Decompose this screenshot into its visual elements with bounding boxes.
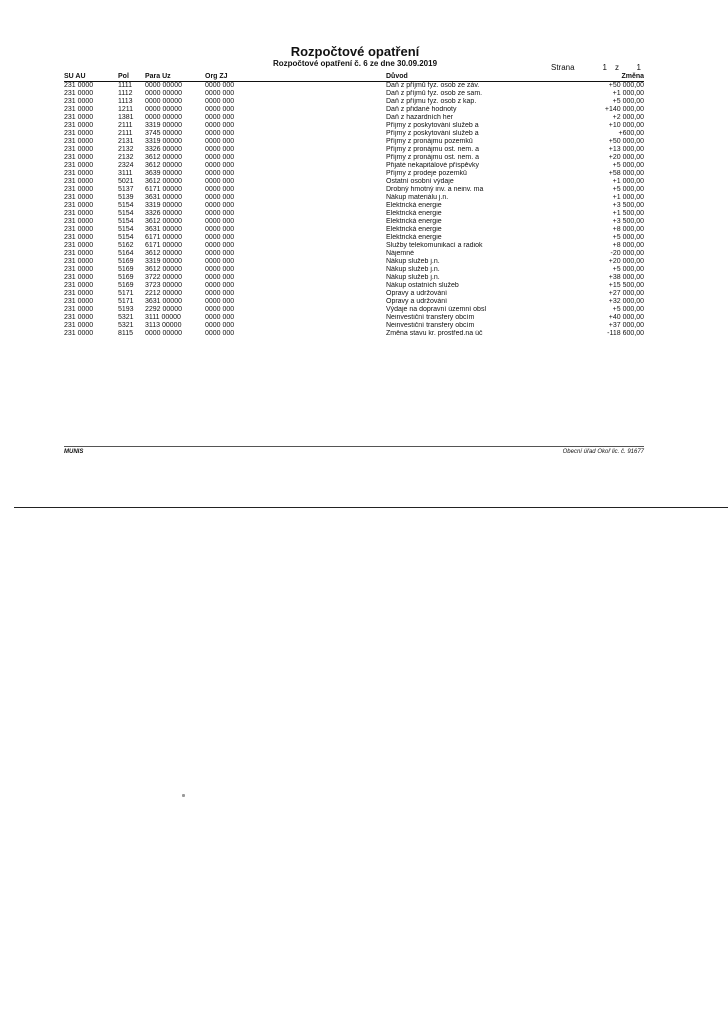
cell-zmena: +5 000,00 [612, 162, 644, 169]
cell-para-uz: 3319 00000 [145, 122, 182, 129]
cell-zmena: +58 000,00 [608, 170, 644, 177]
cell-org-zj: 0000 000 [205, 98, 235, 105]
cell-para-uz: 0000 00000 [145, 114, 182, 121]
table-row [64, 138, 644, 146]
cell-zmena: +1 000,00 [612, 194, 644, 201]
cell-zmena: +15 500,00 [608, 282, 644, 289]
cell-duvod: Daň z příjmů fyz. osob ze sam. [386, 90, 483, 97]
cell-pol: 2111 [118, 122, 133, 129]
col-header-zmena: Změna [621, 72, 644, 80]
cell-para-uz: 6171 00000 [145, 186, 182, 193]
cell-su-au: 231 0000 [64, 218, 94, 225]
cell-para-uz: 0000 00000 [145, 82, 182, 89]
cell-duvod: Příjmy z prodeje pozemků [386, 170, 467, 177]
cell-su-au: 231 0000 [64, 314, 94, 321]
cell-pol: 5321 [118, 322, 134, 329]
cell-zmena: +38 000,00 [608, 274, 644, 281]
budget-table-header [64, 72, 644, 82]
cell-duvod: Neinvestiční transfery obcím [386, 322, 475, 329]
cell-duvod: Nákup materiálu j.n. [386, 194, 449, 201]
table-row [64, 82, 644, 91]
cell-su-au: 231 0000 [64, 290, 94, 297]
cell-pol: 5164 [118, 250, 134, 257]
cell-para-uz: 3111 00000 [145, 314, 181, 321]
cell-su-au: 231 0000 [64, 146, 94, 153]
cell-para-uz: 3723 00000 [145, 282, 182, 289]
cell-org-zj: 0000 000 [205, 106, 235, 113]
cell-pol: 1211 [118, 106, 134, 113]
cell-org-zj: 0000 000 [205, 274, 235, 281]
cell-pol: 5169 [118, 282, 134, 289]
cell-su-au: 231 0000 [64, 210, 94, 217]
cell-org-zj: 0000 000 [205, 82, 235, 89]
cell-para-uz: 3612 00000 [145, 250, 182, 257]
cell-org-zj: 0000 000 [205, 322, 235, 329]
cell-para-uz: 3326 00000 [145, 146, 182, 153]
cell-su-au: 231 0000 [64, 258, 94, 265]
cell-zmena: -118 600,00 [607, 330, 644, 337]
cell-zmena: +600,00 [618, 130, 644, 137]
cell-zmena: +5 000,00 [612, 98, 644, 105]
table-row [64, 282, 644, 290]
cell-duvod: Daň z přidané hodnoty [386, 106, 457, 113]
cell-duvod: Opravy a udržování [386, 298, 448, 305]
cell-duvod: Daň z příjmů fyz. osob ze záv. [386, 82, 480, 89]
cell-org-zj: 0000 000 [205, 234, 235, 241]
cell-pol: 5193 [118, 306, 134, 313]
cell-pol: 2132 [118, 154, 134, 161]
cell-duvod: Výdaje na dopravní územní obsl [386, 306, 487, 313]
cell-org-zj: 0000 000 [205, 170, 235, 177]
cell-duvod: Nájemné [386, 250, 415, 257]
cell-para-uz: 2292 00000 [145, 306, 182, 313]
cell-duvod: Příjmy z poskytování služeb a [386, 130, 479, 137]
cell-para-uz: 0000 00000 [145, 330, 182, 337]
cell-su-au: 231 0000 [64, 226, 94, 233]
budget-table [64, 72, 644, 338]
table-row [64, 226, 644, 234]
cell-para-uz: 3113 00000 [145, 322, 182, 329]
page-total: 1 [636, 63, 641, 72]
cell-org-zj: 0000 000 [205, 90, 235, 97]
table-row [64, 162, 644, 170]
cell-duvod: Elektrická energie [386, 226, 442, 233]
table-row [64, 234, 644, 242]
cell-zmena: +20 000,00 [608, 154, 644, 161]
table-row [64, 274, 644, 282]
page-indicator [551, 63, 641, 72]
table-row [64, 202, 644, 210]
cell-zmena: +1 000,00 [612, 178, 644, 185]
cell-org-zj: 0000 000 [205, 258, 235, 265]
cell-duvod: Nákup služeb j.n. [386, 274, 440, 281]
cell-su-au: 231 0000 [64, 162, 94, 169]
cell-pol: 5162 [118, 242, 134, 249]
cell-su-au: 231 0000 [64, 178, 94, 185]
cell-pol: 5171 [118, 298, 134, 305]
cell-zmena: +140 000,00 [604, 106, 644, 113]
cell-para-uz: 0000 00000 [145, 98, 182, 105]
cell-org-zj: 0000 000 [205, 178, 235, 185]
cell-su-au: 231 0000 [64, 98, 94, 105]
table-row [64, 298, 644, 306]
cell-org-zj: 0000 000 [205, 266, 235, 273]
cell-su-au: 231 0000 [64, 82, 94, 89]
cell-zmena: +3 500,00 [612, 218, 644, 225]
cell-pol: 5171 [118, 290, 134, 297]
cell-duvod: Elektrická energie [386, 218, 442, 225]
cell-pol: 2111 [118, 130, 133, 137]
cell-zmena: +8 000,00 [612, 242, 644, 249]
cell-su-au: 231 0000 [64, 114, 94, 121]
table-row [64, 322, 644, 330]
cell-para-uz: 3612 00000 [145, 162, 182, 169]
header-row [64, 72, 644, 82]
cell-zmena: +32 000,00 [608, 298, 644, 305]
footer-software-name: MUNIS [64, 449, 84, 455]
cell-duvod: Příjmy z pronájmu ost. nem. a [386, 154, 479, 161]
cell-para-uz: 0000 00000 [145, 90, 182, 97]
table-row [64, 242, 644, 250]
table-row [64, 218, 644, 226]
table-row [64, 306, 644, 314]
cell-zmena: +8 000,00 [612, 226, 644, 233]
table-row [64, 290, 644, 298]
cell-para-uz: 3612 00000 [145, 178, 182, 185]
cell-org-zj: 0000 000 [205, 290, 235, 297]
cell-su-au: 231 0000 [64, 138, 94, 145]
cell-org-zj: 0000 000 [205, 114, 235, 121]
cell-para-uz: 3745 00000 [145, 130, 182, 137]
cell-para-uz: 2212 00000 [145, 290, 182, 297]
cell-su-au: 231 0000 [64, 250, 94, 257]
col-header-duvod: Důvod [386, 72, 408, 80]
cell-org-zj: 0000 000 [205, 298, 235, 305]
cell-org-zj: 0000 000 [205, 202, 235, 209]
cell-pol: 1112 [118, 90, 133, 97]
footer-rule [64, 446, 644, 447]
cell-zmena: +10 000,00 [608, 122, 644, 129]
cell-pol: 2324 [118, 162, 134, 169]
cell-org-zj: 0000 000 [205, 226, 235, 233]
table-row [64, 266, 644, 274]
cell-duvod: Elektrická energie [386, 202, 442, 209]
cell-para-uz: 3631 00000 [145, 194, 182, 201]
cell-duvod: Nákup služeb j.n. [386, 266, 440, 273]
cell-para-uz: 0000 00000 [145, 106, 182, 113]
cell-zmena: -20 000,00 [610, 250, 644, 257]
cell-su-au: 231 0000 [64, 282, 94, 289]
cell-zmena: +1 000,00 [612, 90, 644, 97]
cell-para-uz: 3326 00000 [145, 210, 182, 217]
cell-zmena: +20 000,00 [608, 258, 644, 265]
cell-zmena: +5 000,00 [612, 266, 644, 273]
cell-zmena: +40 000,00 [608, 314, 644, 321]
cell-pol: 5154 [118, 202, 134, 209]
cell-para-uz: 3319 00000 [145, 138, 182, 145]
cell-para-uz: 3319 00000 [145, 202, 182, 209]
cell-duvod: Příjmy z pronájmu pozemků [386, 138, 473, 145]
cell-su-au: 231 0000 [64, 322, 94, 329]
col-header-su-au: SU AU [64, 72, 86, 80]
cell-duvod: Daň z příjmu fyz. osob z kap. [386, 98, 477, 105]
cell-su-au: 231 0000 [64, 90, 94, 97]
table-row [64, 330, 644, 338]
cell-zmena: +5 000,00 [612, 186, 644, 193]
cell-zmena: +37 000,00 [608, 322, 644, 329]
cell-duvod: Nákup služeb j.n. [386, 258, 440, 265]
cell-su-au: 231 0000 [64, 306, 94, 313]
cell-pol: 5321 [118, 314, 134, 321]
cell-pol: 5154 [118, 210, 134, 217]
table-row [64, 154, 644, 162]
cell-su-au: 231 0000 [64, 194, 94, 201]
col-header-pol: Pol [118, 72, 129, 80]
cell-su-au: 231 0000 [64, 202, 94, 209]
cell-pol: 5021 [118, 178, 134, 185]
table-row [64, 170, 644, 178]
cell-org-zj: 0000 000 [205, 162, 235, 169]
cell-su-au: 231 0000 [64, 186, 94, 193]
cell-duvod: Služby telekomunikací a radiok [386, 242, 483, 249]
cell-pol: 1381 [118, 114, 134, 121]
table-row [64, 186, 644, 194]
cell-duvod: Příjmy z poskytování služeb a [386, 122, 479, 129]
cell-su-au: 231 0000 [64, 154, 94, 161]
cell-org-zj: 0000 000 [205, 218, 235, 225]
table-row [64, 314, 644, 322]
cell-duvod: Nákup ostatních služeb [386, 282, 459, 289]
cell-duvod: Ostatní osobní výdaje [386, 178, 454, 185]
cell-zmena: +50 000,00 [608, 138, 644, 145]
cell-su-au: 231 0000 [64, 298, 94, 305]
cell-pol: 5154 [118, 226, 134, 233]
cell-su-au: 231 0000 [64, 274, 94, 281]
cell-pol: 5169 [118, 274, 134, 281]
cell-pol: 2132 [118, 146, 134, 153]
table-row [64, 258, 644, 266]
cell-zmena: +5 000,00 [612, 234, 644, 241]
table-row [64, 98, 644, 106]
cell-para-uz: 6171 00000 [145, 242, 182, 249]
cell-duvod: Opravy a udržování [386, 290, 448, 297]
table-row [64, 250, 644, 258]
document-title: Rozpočtové opatření [290, 44, 420, 59]
budget-table-body [64, 82, 644, 339]
col-header-org-zj: Org ZJ [205, 72, 228, 80]
footer-licence: Obecní úřad Okoř lic. č. 91677 [562, 449, 644, 455]
table-row [64, 90, 644, 98]
cell-pol: 3111 [118, 170, 133, 177]
cell-org-zj: 0000 000 [205, 330, 235, 337]
cell-zmena: +1 500,00 [612, 210, 644, 217]
cell-duvod: Daň z hazardních her [386, 114, 453, 121]
table-row [64, 114, 644, 122]
cell-zmena: +3 500,00 [612, 202, 644, 209]
cell-zmena: +27 000,00 [608, 290, 644, 297]
cell-zmena: +13 000,00 [608, 146, 644, 153]
cell-pol: 1113 [118, 98, 133, 105]
page-number: 1 [602, 63, 607, 72]
cell-para-uz: 3319 00000 [145, 258, 182, 265]
cell-pol: 1111 [118, 82, 133, 89]
cell-duvod: Elektrická energie [386, 210, 442, 217]
cell-pol: 5139 [118, 194, 134, 201]
cell-duvod: Přijaté nekapitálové příspěvky [386, 162, 479, 169]
table-row [64, 130, 644, 138]
cell-pol: 5154 [118, 234, 134, 241]
cell-zmena: +2 000,00 [612, 114, 644, 121]
col-header-para-uz: Para Uz [145, 72, 171, 80]
table-row [64, 106, 644, 114]
cell-su-au: 231 0000 [64, 242, 94, 249]
cell-su-au: 231 0000 [64, 122, 94, 129]
page-divider [14, 507, 728, 508]
cell-org-zj: 0000 000 [205, 242, 235, 249]
cell-pol: 5154 [118, 218, 134, 225]
cell-su-au: 231 0000 [64, 234, 94, 241]
table-row [64, 146, 644, 154]
cell-org-zj: 0000 000 [205, 194, 235, 201]
cell-para-uz: 6171 00000 [145, 234, 182, 241]
cell-su-au: 231 0000 [64, 266, 94, 273]
cell-duvod: Drobný hmotný inv. a neinv. ma [386, 186, 484, 193]
cell-org-zj: 0000 000 [205, 210, 235, 217]
cell-pol: 2131 [118, 138, 134, 145]
cell-su-au: 231 0000 [64, 130, 94, 137]
cell-para-uz: 3639 00000 [145, 170, 182, 177]
cell-pol: 5169 [118, 258, 134, 265]
cell-org-zj: 0000 000 [205, 306, 235, 313]
table-row [64, 122, 644, 130]
cell-zmena: +5 000,00 [612, 306, 644, 313]
cell-duvod: Příjmy z pronájmu ost. nem. a [386, 146, 479, 153]
table-row [64, 194, 644, 202]
cell-org-zj: 0000 000 [205, 250, 235, 257]
cell-org-zj: 0000 000 [205, 282, 235, 289]
cell-su-au: 231 0000 [64, 106, 94, 113]
cell-org-zj: 0000 000 [205, 146, 235, 153]
cell-para-uz: 3631 00000 [145, 226, 182, 233]
cell-org-zj: 0000 000 [205, 122, 235, 129]
cell-zmena: +50 000,00 [608, 82, 644, 89]
cell-duvod: Elektrická energie [386, 234, 442, 241]
cell-org-zj: 0000 000 [205, 130, 235, 137]
page-label: Strana [551, 63, 575, 72]
document-subtitle: Rozpočtové opatření č. 6 ze dne 30.09.2019 [272, 59, 438, 68]
scan-speck [182, 794, 185, 797]
cell-org-zj: 0000 000 [205, 186, 235, 193]
cell-org-zj: 0000 000 [205, 154, 235, 161]
cell-para-uz: 3722 00000 [145, 274, 182, 281]
cell-para-uz: 3612 00000 [145, 218, 182, 225]
cell-pol: 5137 [118, 186, 134, 193]
cell-para-uz: 3631 00000 [145, 298, 182, 305]
cell-su-au: 231 0000 [64, 170, 94, 177]
cell-pol: 8115 [118, 330, 134, 337]
cell-org-zj: 0000 000 [205, 314, 235, 321]
cell-su-au: 231 0000 [64, 330, 94, 337]
cell-duvod: Neinvestiční transfery obcím [386, 314, 475, 321]
table-row [64, 210, 644, 218]
cell-para-uz: 3612 00000 [145, 266, 182, 273]
cell-para-uz: 3612 00000 [145, 154, 182, 161]
table-row [64, 178, 644, 186]
cell-pol: 5169 [118, 266, 134, 273]
cell-duvod: Změna stavu kr. prostřed.na úč [386, 330, 483, 337]
page-of: z [615, 63, 619, 72]
cell-org-zj: 0000 000 [205, 138, 235, 145]
